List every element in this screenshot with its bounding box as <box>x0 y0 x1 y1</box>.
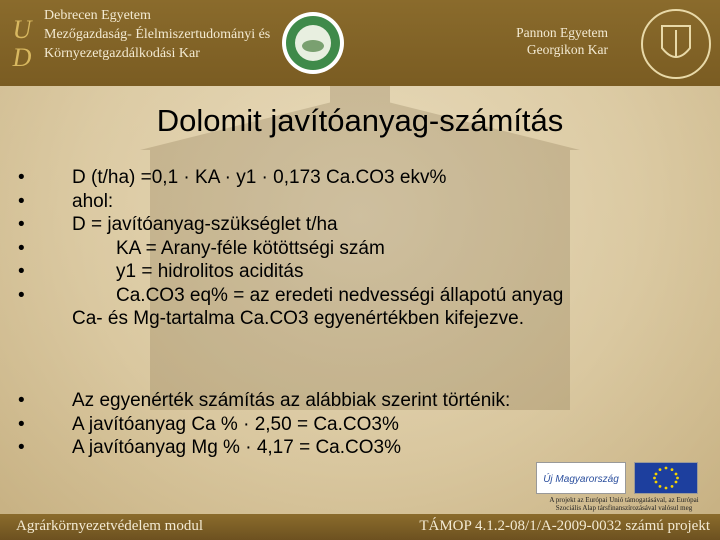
list-item-text: ahol: <box>72 190 114 212</box>
svg-text:D: D <box>12 43 32 72</box>
footer-bar <box>0 514 720 540</box>
bullet-icon: • <box>18 390 25 411</box>
bullet-icon: • <box>18 190 25 212</box>
list-item <box>18 166 708 190</box>
list-item <box>18 389 708 413</box>
bullet-icon: • <box>18 167 25 188</box>
list-item-text: A javítóanyag Ca % · 2,50 = Ca.CO3% <box>72 413 399 435</box>
header-georgikon: Georgikon Kar <box>526 42 608 57</box>
bullet-icon: • <box>18 261 25 282</box>
list-item <box>18 284 708 331</box>
header-right-text <box>512 24 608 58</box>
slide-title: Dolomit javítóanyag-számítás <box>156 103 564 138</box>
list-item <box>18 237 708 261</box>
header-pannon: Pannon Egyetem <box>516 25 608 40</box>
list-item-text: y1 = hidrolitos aciditás <box>116 261 304 282</box>
bullet-icon: • <box>18 284 25 306</box>
header-faculty-line2: Környezetgazdálkodási Kar <box>44 46 200 61</box>
um-logo-text: Új Magyarország <box>543 474 619 485</box>
eu-caption: A projekt az Európai Unió támogatásával, az Európai Szociális Alap társfinanszírozásával valósul meg <box>549 496 699 512</box>
list-item <box>18 190 708 214</box>
footer-module: Agrárkörnyezetvédelem modul <box>16 518 204 534</box>
header-left-text <box>44 6 270 63</box>
header-bar <box>0 0 720 86</box>
bullet-icon: • <box>18 413 25 435</box>
georgikon-crest-icon <box>640 8 712 80</box>
bullet-icon: • <box>18 214 25 235</box>
list-item-text: KA = Arany-féle kötöttségi szám <box>116 237 385 259</box>
eu-funding-block <box>536 462 712 514</box>
list-item-text: Az egyenérték számítás az alábbiak szerint történik: <box>72 390 511 411</box>
list-item-text: D = javítóanyag-szükséglet t/ha <box>72 214 338 235</box>
bullet-icon: • <box>18 437 25 458</box>
faculty-seal-icon <box>280 10 346 76</box>
list-item-continuation: Ca- és Mg-tartalma Ca.CO3 egyenértékben kifejezve. <box>72 308 524 329</box>
equivalent-list <box>18 389 708 460</box>
header-university: Debrecen Egyetem <box>44 8 151 23</box>
uj-magyarorszag-logo <box>536 462 626 494</box>
list-item <box>18 213 708 237</box>
list-item <box>18 413 708 437</box>
list-item-text: Ca.CO3 eq% = az eredeti nedvességi állapotú anyag <box>116 284 564 306</box>
svg-text:U: U <box>12 15 32 44</box>
formula-list <box>18 166 708 331</box>
bullet-icon: • <box>18 237 25 259</box>
footer-project: TÁMOP 4.1.2-08/1/A-2009-0032 számú projekt <box>419 518 710 534</box>
debrecen-logo-icon <box>6 10 38 72</box>
list-item <box>18 436 708 460</box>
eu-flag-icon <box>634 462 698 494</box>
list-item <box>18 260 708 284</box>
list-item-text: D (t/ha) =0,1 · KA · y1 · 0,173 Ca.CO3 ekv% <box>72 167 447 188</box>
header-faculty-line1: Mezőgazdaság- Élelmiszertudományi és <box>44 27 271 42</box>
list-item-text: A javítóanyag Mg % · 4,17 = Ca.CO3% <box>72 437 401 458</box>
